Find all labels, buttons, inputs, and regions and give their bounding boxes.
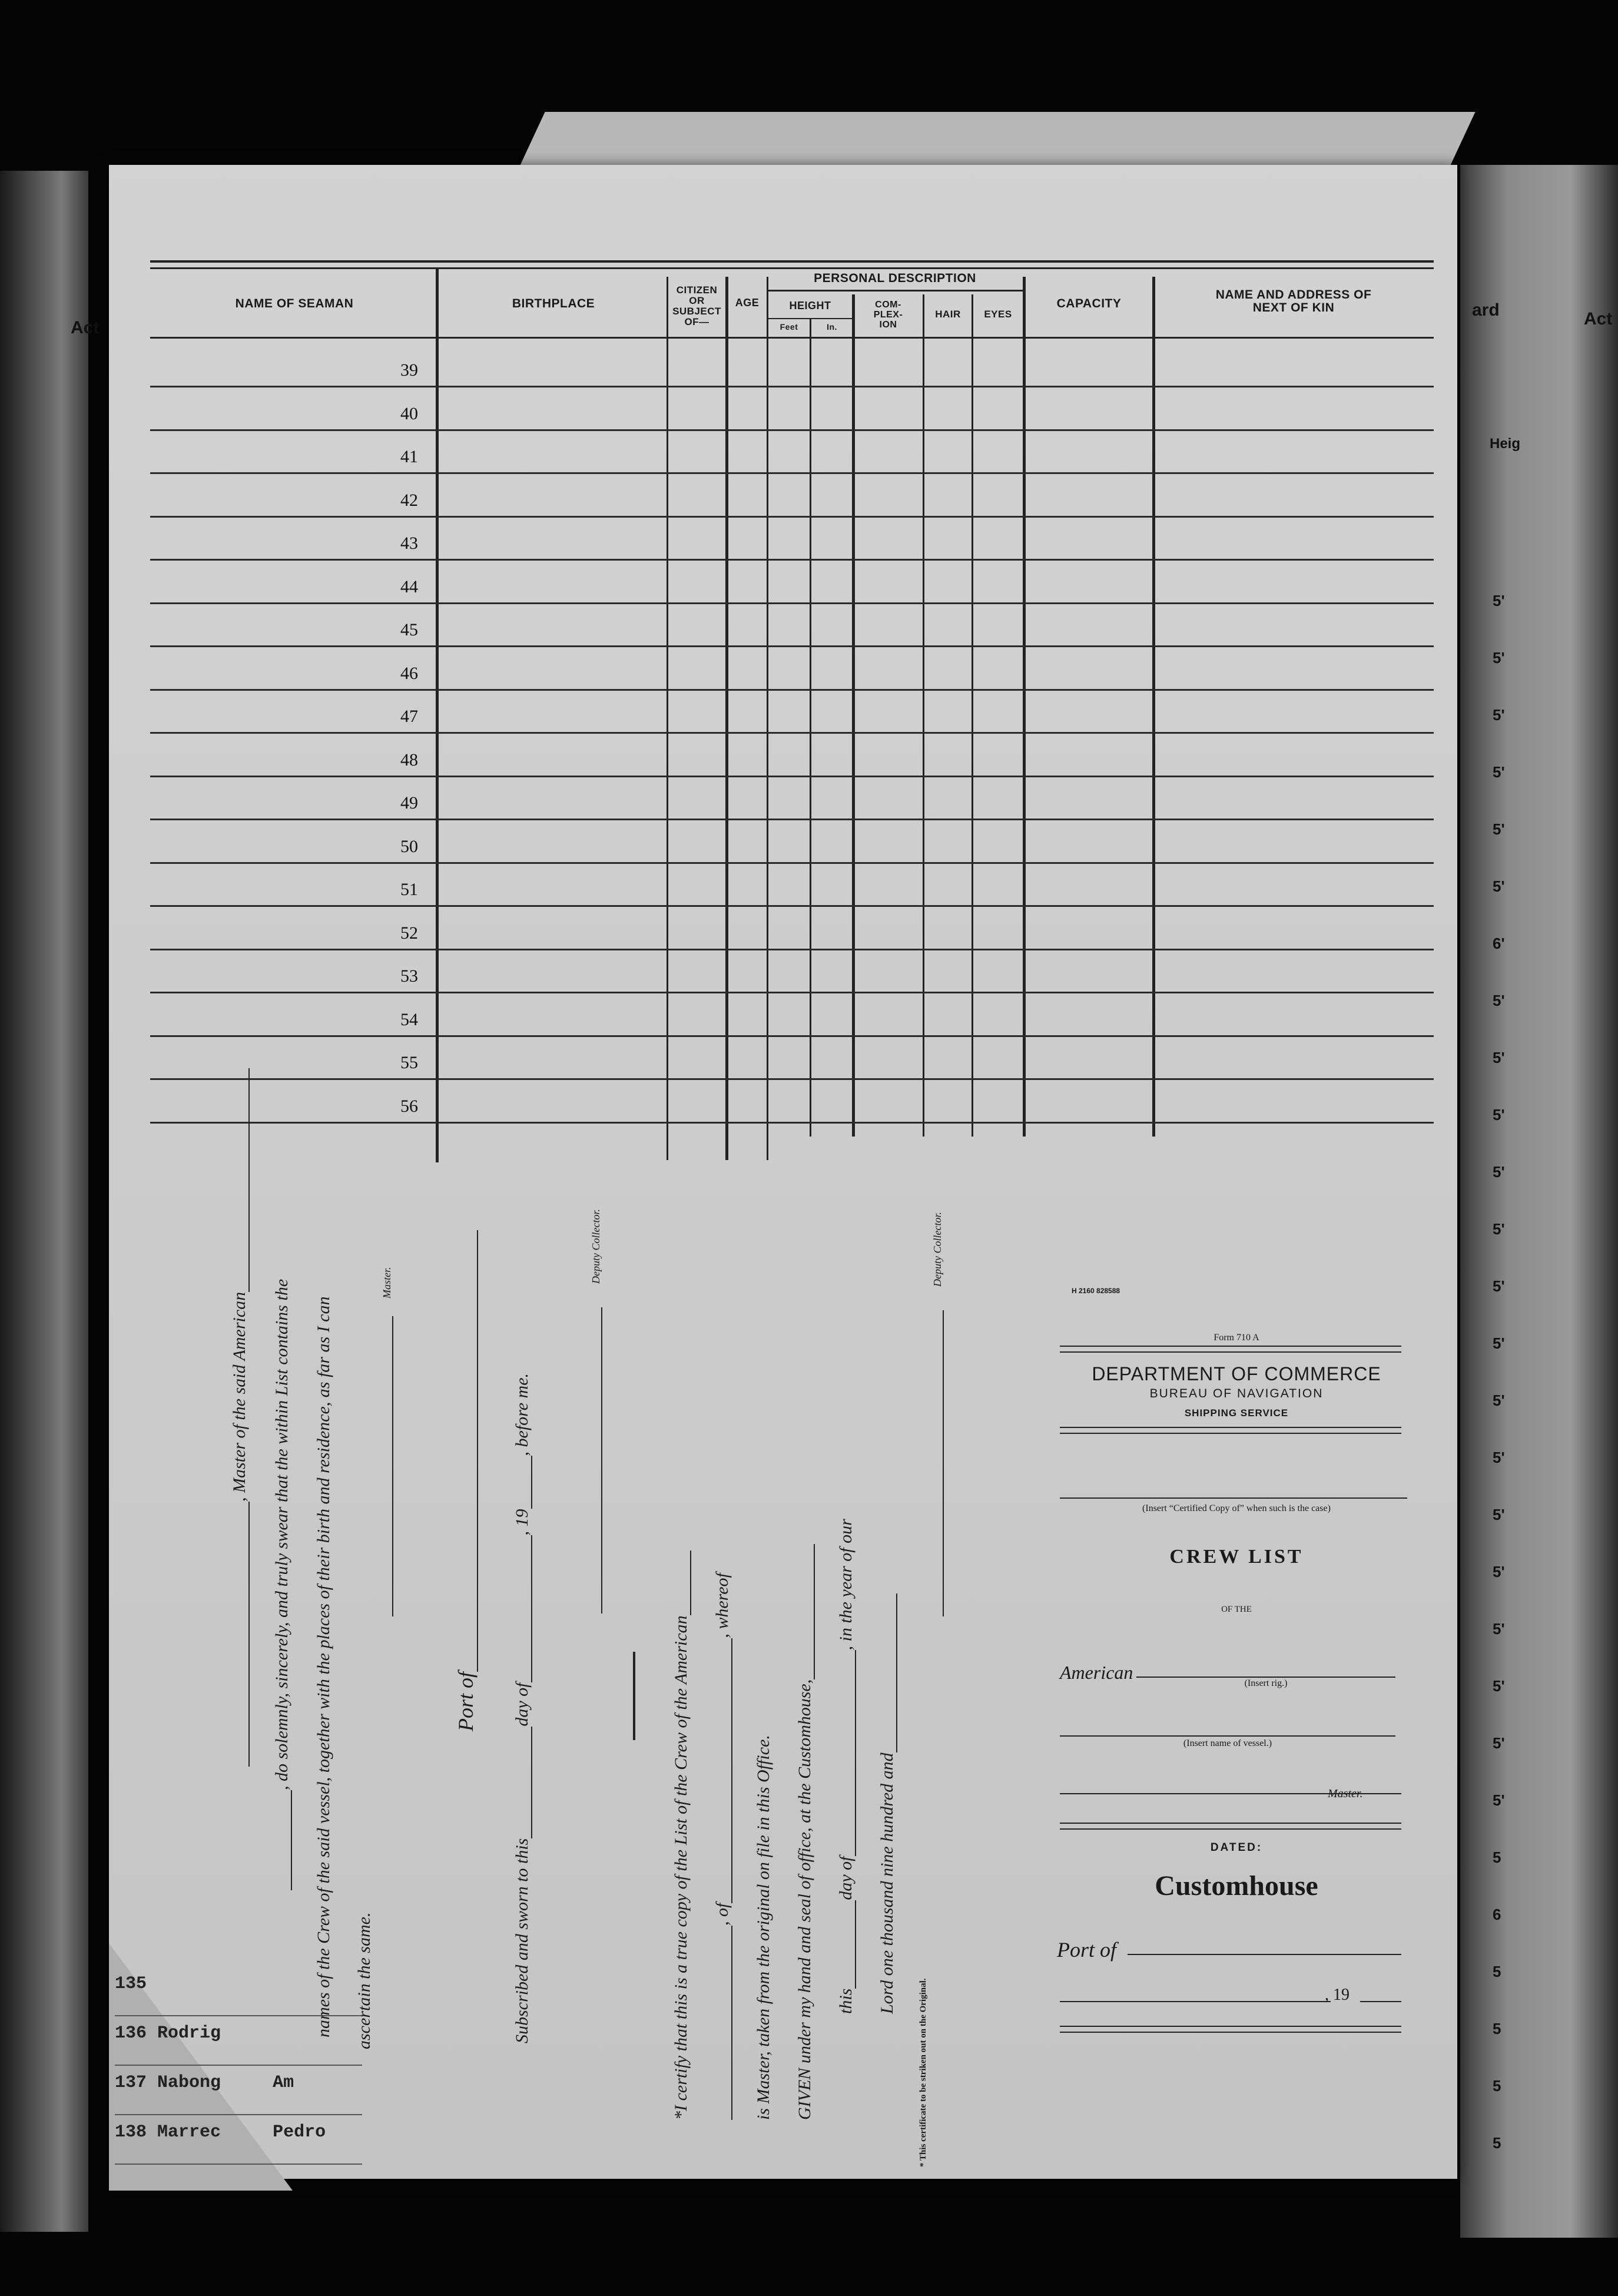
american-label: American: [1060, 1662, 1133, 1683]
right-peek-value: 6': [1493, 935, 1505, 952]
bureau-title: BUREAU OF NAVIGATION: [1149, 1387, 1324, 1400]
right-peek-value: 5': [1493, 1220, 1505, 1238]
right-peek-value: 5': [1493, 706, 1505, 724]
table-row-number: 50: [400, 836, 418, 856]
of-the-label: OF THE: [1221, 1605, 1252, 1614]
american-rig-line: [1136, 1677, 1395, 1678]
table-row[interactable]: [150, 737, 1434, 781]
dated-top-rule: [1060, 1823, 1401, 1830]
table-row[interactable]: [150, 953, 1434, 997]
form-number: Form 710 A: [1214, 1333, 1259, 1343]
ledger-row: 135: [115, 1967, 362, 2016]
table-row[interactable]: [150, 651, 1434, 694]
table-row[interactable]: [150, 997, 1434, 1041]
table-row[interactable]: [150, 910, 1434, 954]
right-peek-value: 5': [1493, 763, 1505, 781]
right-peek-value: 5': [1493, 1277, 1505, 1295]
dated-label: DATED:: [1210, 1841, 1263, 1854]
subscribed-sworn-line: Subscribed and sworn to thisday of, 19, before me.: [512, 1373, 532, 2043]
right-peek-height: Heig: [1490, 436, 1521, 452]
ledger-row: 138 Marrec Pedro: [115, 2115, 362, 2165]
right-peek-value: 5': [1493, 1734, 1505, 1752]
table-row[interactable]: [150, 694, 1434, 737]
table-row-number: 55: [400, 1053, 418, 1072]
ledger-row: 136 Rodrig: [115, 2016, 362, 2066]
right-peek-value: 5': [1493, 1563, 1505, 1581]
cover-bottom-double-rule: [1060, 2026, 1401, 2033]
header-complexion: COM- PLEX- ION: [873, 300, 903, 330]
right-peek-value: 5': [1493, 820, 1505, 838]
right-peek-value: 5': [1493, 1620, 1505, 1638]
right-peek-value: 5': [1493, 1449, 1505, 1466]
certificate-line-4: GIVEN under my hand and seal of office, at the Customhouse,: [795, 1544, 815, 2120]
insert-vessel-label: (Insert name of vessel.): [1183, 1738, 1272, 1748]
master-signature-line: Master.: [377, 1267, 393, 1617]
header-height: HEIGHT: [789, 300, 831, 312]
table-row-number: 54: [400, 1009, 418, 1029]
insert-rig-label: (Insert rig.): [1244, 1678, 1288, 1688]
header-birthplace: BIRTHPLACE: [512, 297, 595, 310]
certificate-line-6: Lord one thousand nine hundred and: [877, 1593, 897, 2014]
table-row-number: 53: [400, 966, 418, 986]
right-peek-value: 5': [1493, 649, 1505, 667]
table-row[interactable]: [150, 434, 1434, 478]
service-title: SHIPPING SERVICE: [1184, 1407, 1289, 1419]
certificate-line-3: is Master, taken from the original on file in this Office.: [754, 1735, 773, 2120]
port-of-field: Port of: [453, 1230, 478, 1731]
table-row-number: 45: [400, 620, 418, 640]
right-peek-value: 5': [1493, 1049, 1505, 1066]
table-row-number: 49: [400, 793, 418, 813]
right-peek-value: 5': [1493, 877, 1505, 895]
right-peek-value: 5': [1493, 992, 1505, 1009]
cover-double-rule: [1060, 1427, 1401, 1434]
certified-copy-label: (Insert “Certified Copy of” when such is the case): [1142, 1503, 1331, 1513]
right-peek-value: 5: [1493, 1848, 1501, 1866]
header-top-rule: [150, 260, 1434, 263]
certificate-line-2: , of, whereof: [712, 1573, 732, 2120]
header-inches: In.: [827, 322, 837, 332]
header-age: AGE: [735, 297, 760, 309]
right-peek-value: 5: [1493, 1963, 1501, 1980]
header-bottom-rule: [150, 337, 1434, 339]
table-row-number: 48: [400, 750, 418, 770]
table-row[interactable]: [150, 1040, 1434, 1084]
header-next-of-kin: NAME AND ADDRESS OF NEXT OF KIN: [1215, 288, 1372, 315]
oath-line-2: , do solemnly, sincerely, and truly swear that the within List contains the: [272, 1279, 292, 1890]
right-peek-header: ard: [1472, 300, 1500, 320]
table-row[interactable]: [150, 780, 1434, 824]
certificate-deputy-collector: Deputy Collector.: [927, 1212, 944, 1616]
deputy-collector-signature: Deputy Collector.: [586, 1209, 602, 1614]
table-row[interactable]: [150, 347, 1434, 391]
table-row-number: 42: [400, 490, 418, 510]
right-peek-value: 5': [1493, 1791, 1505, 1809]
right-peek-value: 5: [1493, 2077, 1501, 2095]
right-peek-value: 5': [1493, 1106, 1505, 1124]
right-peek-value: 5': [1493, 1391, 1505, 1409]
personal-rule: [767, 290, 1023, 291]
height-rule: [767, 318, 852, 319]
right-peek-value: 5': [1493, 1334, 1505, 1352]
table-row[interactable]: [150, 478, 1434, 521]
cover-date-line: [1060, 2001, 1331, 2002]
right-peek-value: 5': [1493, 592, 1505, 609]
table-row-number: 47: [400, 707, 418, 726]
header-personal-description: PERSONAL DESCRIPTION: [814, 271, 976, 285]
ledger-row: 137 Nabong Am: [115, 2066, 362, 2115]
header-citizen: CITIZEN OR SUBJECT OF—: [672, 284, 721, 327]
adjacent-page-left: [0, 171, 100, 2232]
separator-rule: [633, 1652, 635, 1740]
table-row-number: 39: [400, 360, 418, 380]
header-name: NAME OF SEAMAN: [235, 297, 354, 310]
table-row-number: 43: [400, 534, 418, 553]
table-row-number: 52: [400, 923, 418, 943]
cover-port-of-label: Port of: [1057, 1938, 1117, 1962]
header-hair: HAIR: [935, 309, 961, 320]
header-capacity: CAPACITY: [1056, 297, 1122, 310]
cover-port-of-line: [1128, 1954, 1401, 1955]
right-peek-value: 6: [1493, 1906, 1501, 1923]
right-peek-value: 5: [1493, 2134, 1501, 2152]
certified-copy-line: [1060, 1497, 1407, 1499]
header-feet: Feet: [780, 322, 798, 332]
table-row-number: 46: [400, 663, 418, 683]
right-peek-value: 5': [1493, 1677, 1505, 1695]
table-row-number: 40: [400, 403, 418, 423]
header-top-rule-2: [150, 267, 1434, 269]
print-code: H 2160 828588: [1072, 1287, 1120, 1295]
table-row[interactable]: [150, 564, 1434, 608]
table-row[interactable]: [150, 824, 1434, 867]
adjacent-page-right: [1460, 165, 1618, 2238]
right-peek-value: 5': [1493, 1163, 1505, 1181]
cover-date-line-2: [1360, 2001, 1401, 2002]
cover-master-label: Master.: [1328, 1787, 1363, 1800]
crew-list-title: CREW LIST: [1169, 1546, 1304, 1568]
certificate-line-5: thisday of, in the year of our: [836, 1519, 856, 2014]
oath-line-3: names of the Crew of the said vessel, together with the places of their birth and residence, as far as I can: [314, 1296, 333, 2037]
cover-nineteen: , 19: [1325, 1986, 1350, 2004]
table-row-number: 56: [400, 1096, 418, 1116]
right-peek-value: 5: [1493, 2020, 1501, 2037]
cover-top-double-rule: [1060, 1346, 1401, 1353]
vessel-name-line: [1060, 1735, 1395, 1737]
oath-line-4: ascertain the same.: [354, 1912, 374, 2049]
certificate-footnote: * This certificate to be striken out on the Original.: [919, 1978, 928, 2167]
department-title: DEPARTMENT OF COMMERCE: [1092, 1363, 1381, 1384]
table-row-number: 51: [400, 880, 418, 899]
certificate-line-1: *I certify that this is a true copy of the List of the Crew of the American: [671, 1550, 691, 2120]
oath-line-1: , Master of the said American: [230, 1068, 250, 1767]
table-row[interactable]: [150, 607, 1434, 651]
table-row[interactable]: [150, 867, 1434, 910]
table-row[interactable]: [150, 391, 1434, 435]
table-row-number: 44: [400, 577, 418, 597]
customhouse-title: Customhouse: [1155, 1870, 1318, 1901]
right-peek-header-2: Act: [1584, 309, 1613, 329]
table-row[interactable]: [150, 1084, 1434, 1127]
left-peek-header: Act: [71, 318, 100, 337]
right-peek-value: 5': [1493, 1506, 1505, 1523]
header-eyes: EYES: [984, 309, 1012, 320]
table-row[interactable]: [150, 521, 1434, 564]
table-row-number: 41: [400, 447, 418, 466]
